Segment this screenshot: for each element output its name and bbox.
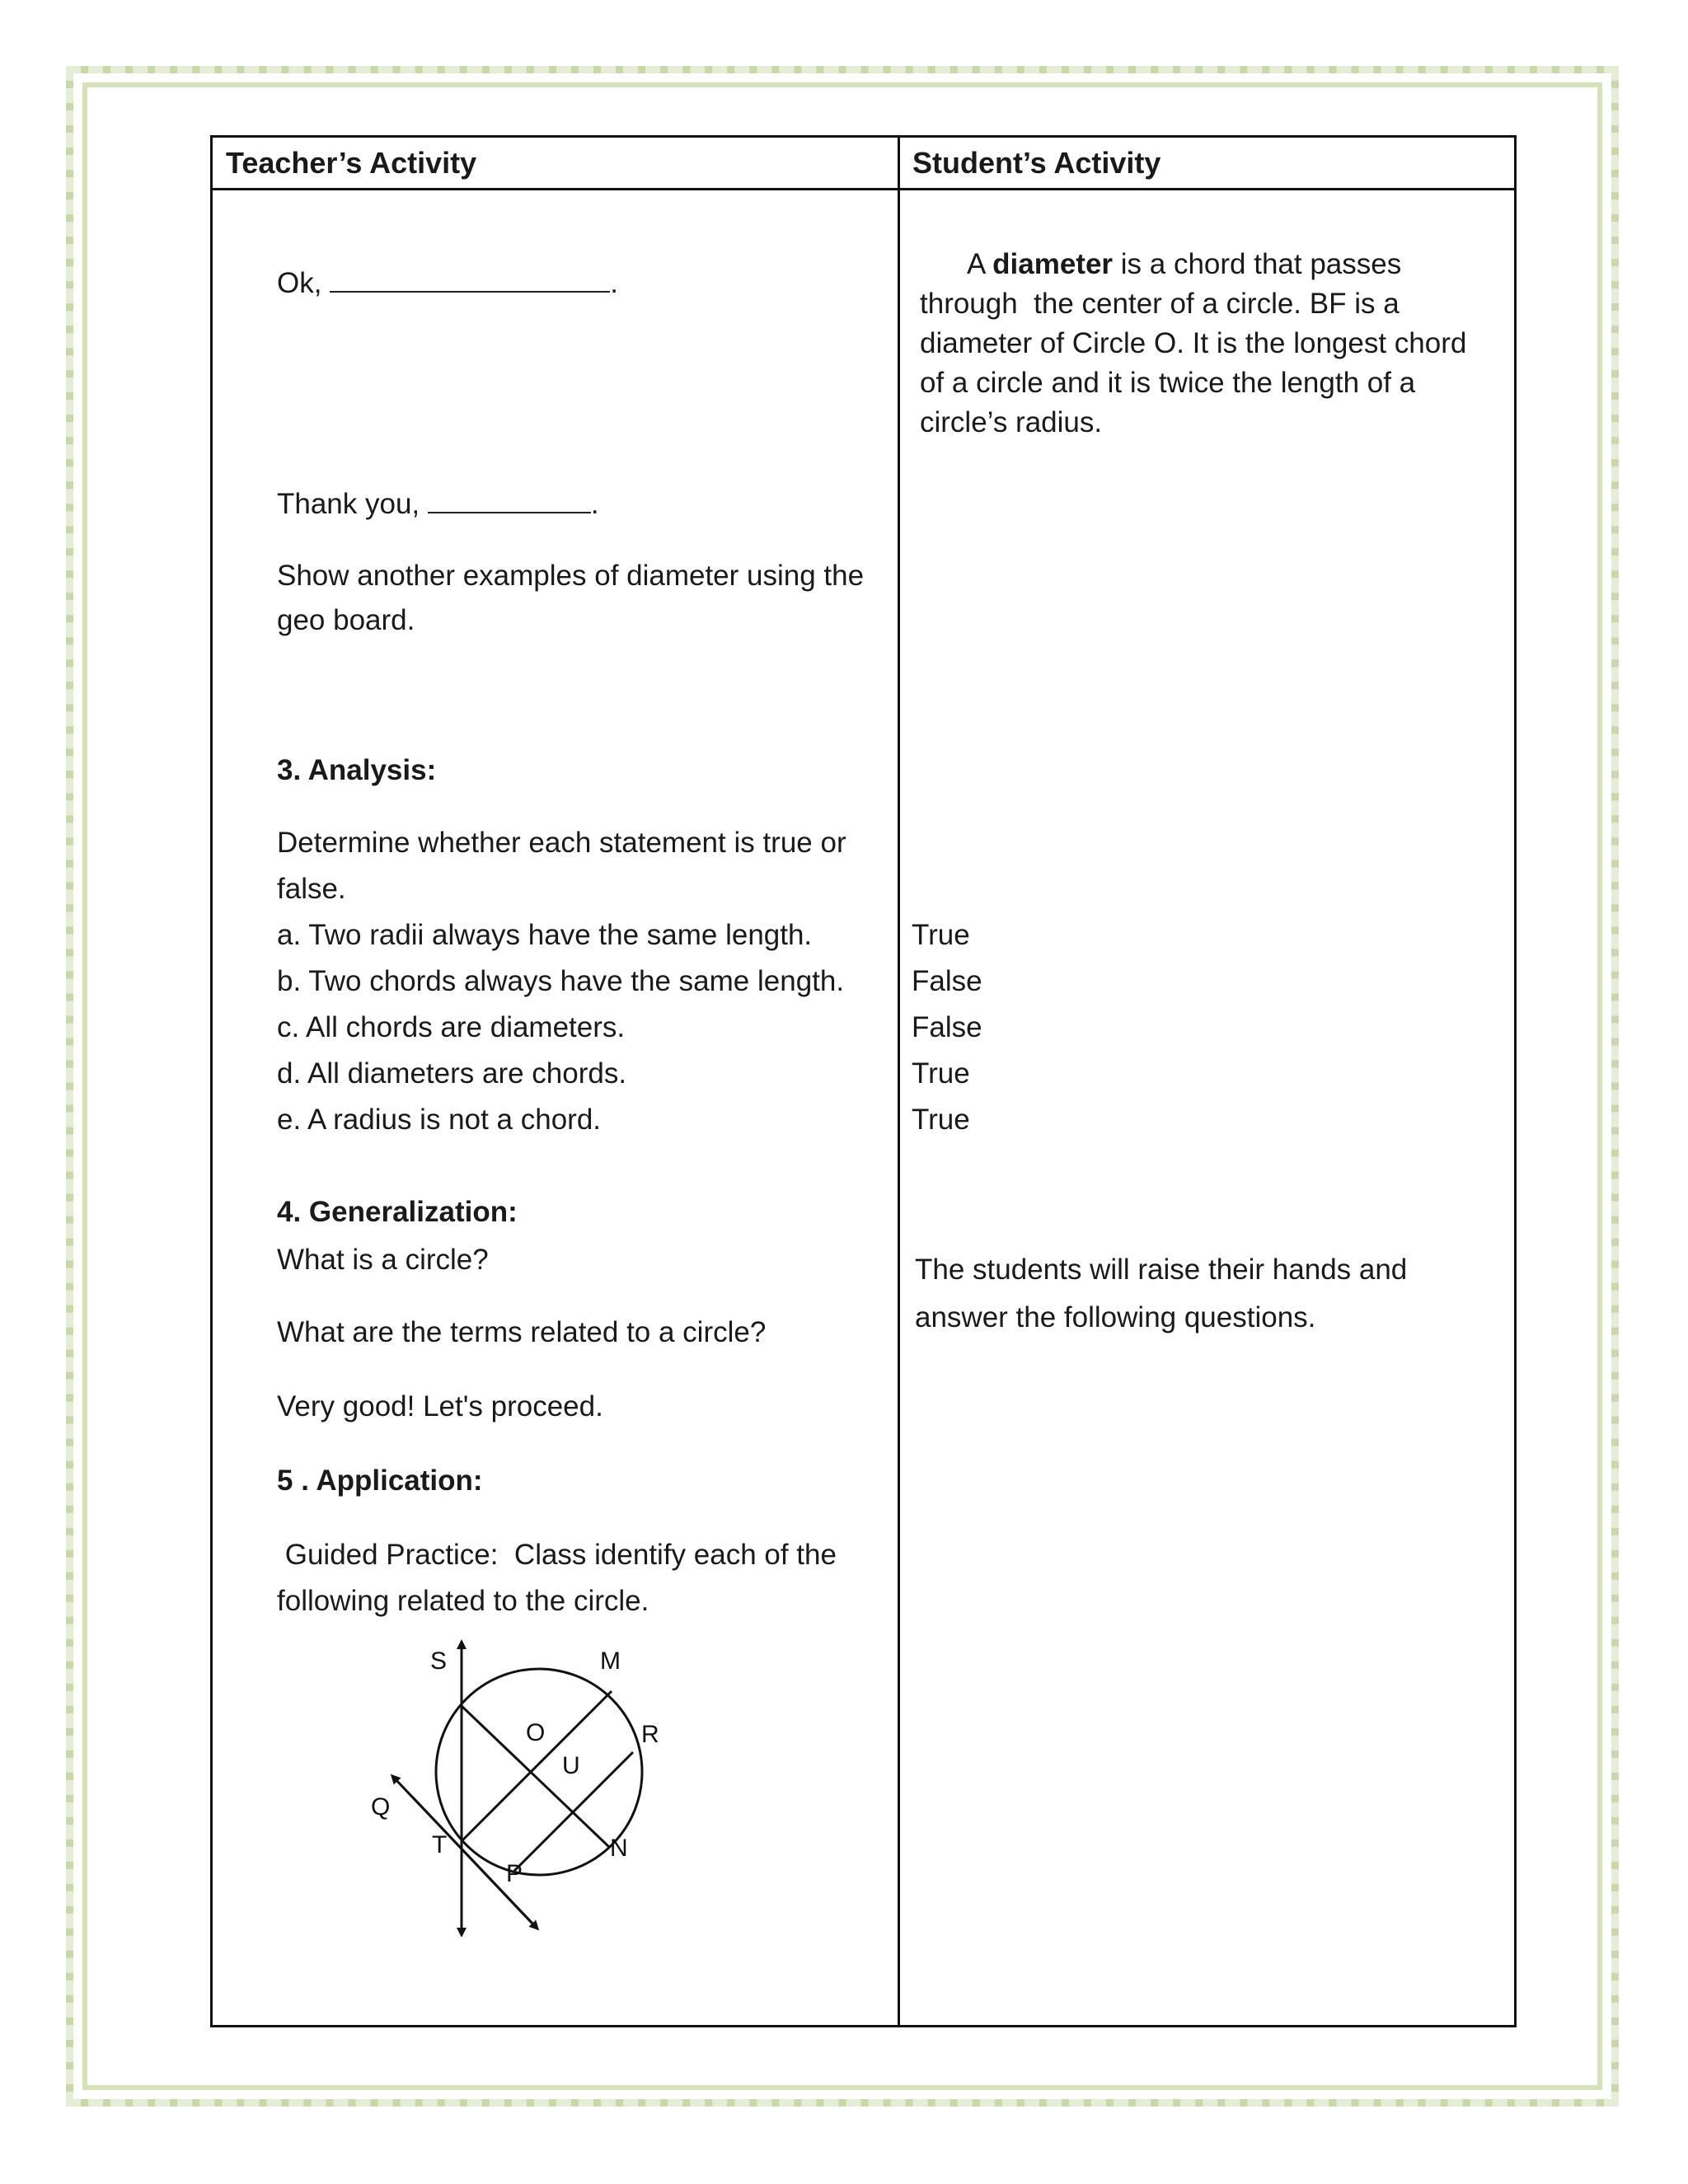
raise-hands-line2: answer the following questions. [915, 1301, 1316, 1333]
diameter-line5: circle’s radius. [920, 406, 1103, 438]
raise-hands-line1: The students will raise their hands and [915, 1254, 1408, 1286]
diameter-line4: of a circle and it is twice the length of a [920, 367, 1416, 399]
question-terms: What are the terms related to a circle? [277, 1316, 767, 1348]
diameter-pre: A [967, 248, 993, 280]
answer-d: True [912, 1057, 970, 1090]
guided-practice-line2: following related to the circle. [277, 1585, 649, 1617]
very-good-line: Very good! Let's proceed. [277, 1390, 603, 1422]
thank-blank [428, 484, 591, 513]
question-circle: What is a circle? [277, 1244, 489, 1276]
statement-a: a. Two radii always have the same length. [277, 919, 813, 951]
label-n: N [610, 1835, 628, 1862]
statement-c: c. All chords are diameters. [277, 1011, 626, 1043]
generalization-heading: 4. Generalization: [277, 1196, 518, 1228]
answer-b: False [912, 965, 982, 997]
answer-c: False [912, 1011, 982, 1043]
label-r: R [641, 1721, 659, 1748]
label-o: O [526, 1719, 546, 1746]
show-examples-line1: Show another examples of diameter using the [277, 560, 865, 592]
application-heading: 5 . Application: [277, 1465, 483, 1497]
diameter-post: is a chord that passes [1113, 248, 1402, 280]
diameter-line1 [967, 245, 1401, 284]
statement-d: d. All diameters are chords. [277, 1057, 627, 1090]
ok-prefix: Ok, [277, 267, 322, 299]
label-u: U [562, 1752, 580, 1779]
header-divider [213, 188, 1514, 190]
label-p: P [506, 1860, 523, 1887]
answer-a: True [912, 919, 970, 951]
diameter-term: diameter [992, 248, 1114, 280]
answer-e: True [912, 1104, 970, 1136]
statement-e: e. A radius is not a chord. [277, 1104, 602, 1136]
diameter-tm [462, 1691, 612, 1841]
student-activity-header: Student’s Activity [912, 146, 1161, 180]
diameter-line2: through the center of a circle. BF is a [920, 288, 1400, 320]
analysis-heading: 3. Analysis: [277, 754, 437, 786]
analysis-intro-line2: false. [277, 873, 346, 905]
teacher-activity-header: Teacher’s Activity [226, 146, 477, 180]
diameter-line3: diameter of Circle O. It is the longest chord [920, 327, 1467, 359]
thank-prefix: Thank you, [277, 488, 420, 520]
guided-practice-line1: Guided Practice: Class identify each of the [277, 1539, 837, 1571]
analysis-intro-line1: Determine whether each statement is true or [277, 827, 846, 859]
show-examples-line2: geo board. [277, 604, 415, 636]
thank-line: Thank you, . [277, 484, 599, 524]
label-t: T [432, 1831, 448, 1858]
label-m: M [600, 1647, 621, 1675]
statement-b: b. Two chords always have the same length. [277, 965, 845, 997]
circle-diagram [363, 1632, 659, 1937]
column-divider [898, 138, 900, 2025]
label-q: Q [371, 1793, 391, 1821]
ok-blank [330, 263, 610, 293]
label-s: S [430, 1647, 448, 1675]
ok-line: Ok, . [277, 263, 618, 303]
